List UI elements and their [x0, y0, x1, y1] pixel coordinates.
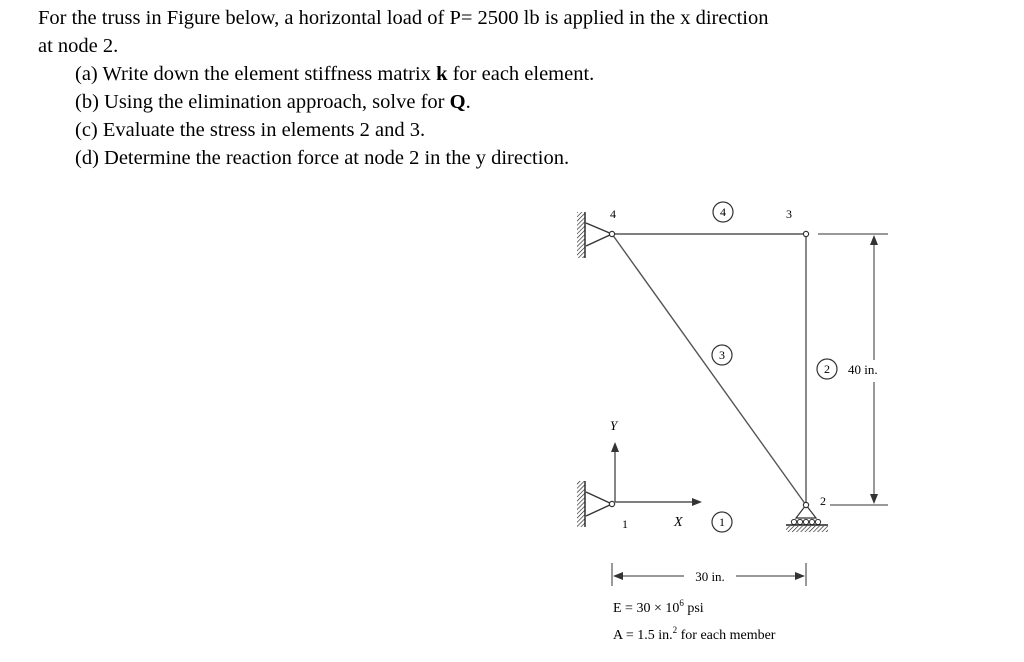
part-d: (d) Determine the reaction force at node 2 in the y direction.: [75, 147, 570, 169]
node-label-2: 2: [820, 494, 826, 508]
node-label-3: 3: [786, 207, 792, 221]
height-dimension-label: 40 in.: [848, 362, 878, 377]
part-b: (b) Using the elimination approach, solve for Q.: [75, 91, 471, 113]
part-a: (a) Write down the element stiffness matrix k for each element.: [75, 63, 595, 85]
roller-support-node-2: [786, 505, 828, 532]
element-label-4: 4: [720, 205, 726, 219]
area-property: A = 1.5 in.$^2$ for each member: [613, 625, 776, 643]
node-label-1: 1: [622, 517, 628, 531]
axis-label-y: Y: [610, 418, 618, 433]
coordinate-axes: [611, 442, 702, 506]
element-3-diagonal: [612, 234, 806, 505]
element-label-3: 3: [719, 348, 725, 362]
joint-node-4: [609, 231, 614, 236]
joint-node-3: [803, 231, 808, 236]
node-label-4: 4: [610, 207, 616, 221]
problem-intro-line-1: For the truss in Figure below, a horizontal load of P= 2500 lb is applied in the x direction: [38, 7, 769, 29]
pin-support-node-4: [577, 212, 612, 258]
element-label-2: 2: [824, 362, 830, 376]
axis-label-x: X: [674, 515, 683, 530]
modulus-property: $E = 30 \times 10^6$ psi: [613, 598, 704, 616]
pin-support-node-1: [577, 481, 612, 527]
problem-intro-line-2: at node 2.: [38, 35, 119, 57]
joint-node-1: [609, 501, 614, 506]
part-c: (c) Evaluate the stress in elements 2 and 3.: [75, 119, 426, 141]
element-label-1: 1: [719, 515, 725, 529]
width-dimension-label: 30 in.: [695, 569, 725, 584]
joint-node-2: [803, 502, 808, 507]
